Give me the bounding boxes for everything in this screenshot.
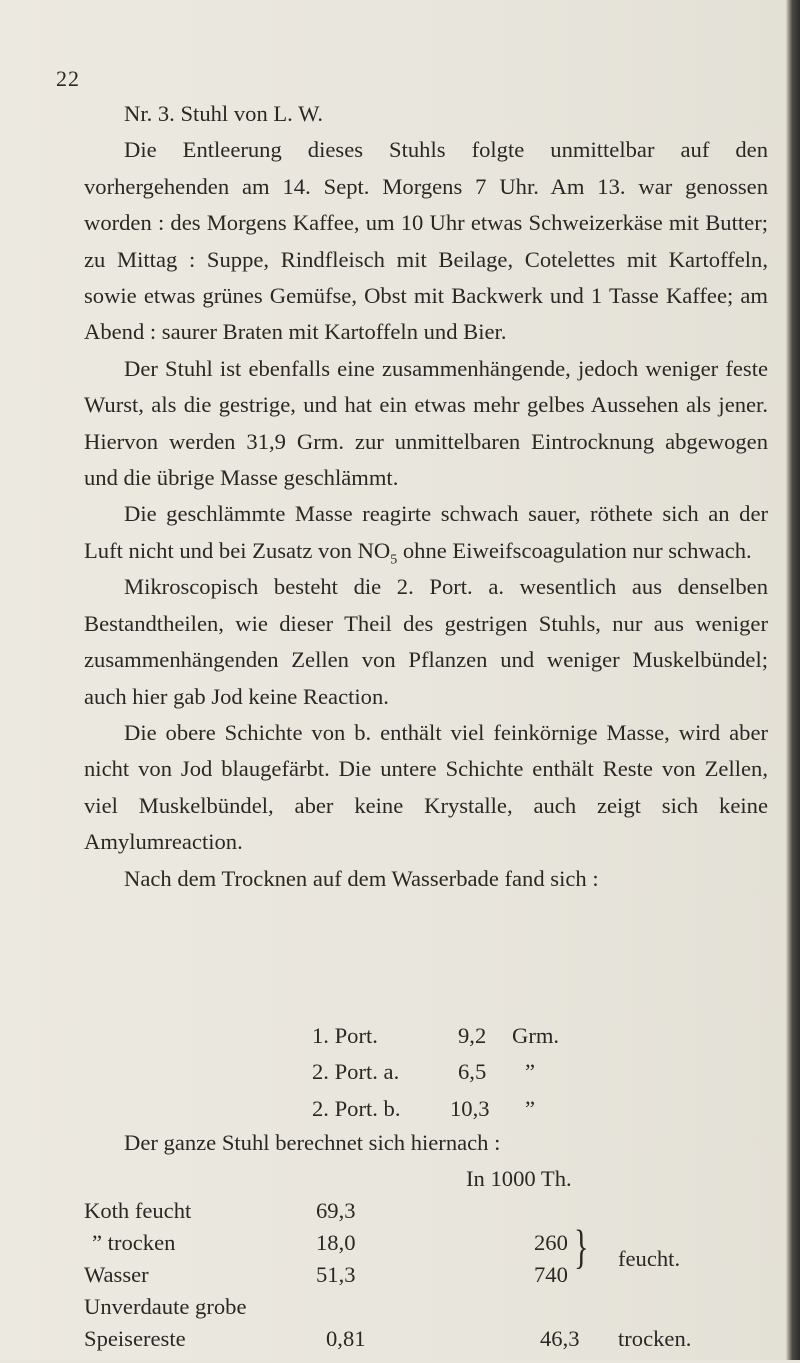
portion-row: [84, 1054, 768, 1090]
portion-unit: Grm.: [512, 1023, 560, 1048]
paragraph-text: Die geschlämmte Masse reagirte schwach sauer, röthete sich an der Luft nicht und bei Zusatz von NO: [84, 501, 768, 563]
row-per1000: 260: [534, 1230, 568, 1255]
row-label: Unverdaute grobe: [84, 1294, 247, 1319]
subscript: 5: [390, 552, 398, 568]
row-value: 69,3: [316, 1198, 356, 1223]
row-label: Speisereste: [84, 1326, 186, 1351]
row-label: Wasser: [84, 1262, 149, 1287]
row-per1000: 46,3: [540, 1326, 580, 1351]
portion-row: [84, 1018, 768, 1054]
composition-table: [84, 1163, 774, 1363]
brace-symbol: }: [574, 1220, 589, 1274]
portion-row: [84, 1091, 768, 1127]
portion-label: 2. Port. b.: [312, 1095, 401, 1121]
portion-list: [84, 1018, 768, 1127]
row-value: 0,81: [326, 1326, 366, 1351]
paragraph: Nach dem Trocknen auf dem Wasserbade fand sich :: [124, 865, 599, 891]
row-per1000: 740: [534, 1262, 568, 1287]
trocken-note: trocken.: [618, 1326, 692, 1351]
per-1000-header: In 1000 Th.: [466, 1166, 572, 1191]
paragraph: [84, 496, 768, 569]
paragraph: Mikroscopisch besteht die 2. Port. a. wesentlich aus denselben Bestandtheilen, wie dieser Theil des gestrigen Stuhls, nur aus weniger zusammenhängenden Zellen von Pflanzen und weniger Muskelbündel; auch hier gab Jod keine Reaction.: [84, 574, 768, 709]
paragraph: Die obere Schichte von b. enthält viel feinkörnige Masse, wird aber nicht von Jod blaugefärbt. Die untere Schichte enthält Reste von Zellen, viel Muskelbündel, aber keine Krystalle, auch zeigt sich keine Amylumreaction.: [84, 719, 768, 855]
page-edge-shadow: [786, 0, 800, 1360]
calculation-line: Der ganze Stuhl berechnet sich hiernach :: [124, 1130, 501, 1155]
row-label: ” trocken: [92, 1230, 176, 1255]
row-value: 18,0: [316, 1230, 356, 1255]
portion-value: 10,3: [450, 1095, 490, 1121]
feucht-note: feucht.: [618, 1246, 681, 1271]
portion-unit: ”: [525, 1095, 536, 1121]
row-label: Koth feucht: [84, 1198, 192, 1223]
portion-label: 2. Port. a.: [312, 1059, 400, 1085]
portion-unit: ”: [525, 1059, 536, 1085]
paragraph: Der Stuhl ist ebenfalls eine zusammenhängende, jedoch weniger feste Wurst, als die gestrige, und hat ein etwas mehr gelbes Aussehen als jener. Hiervon werden 31,9 Grm. zur unmittelbaren Eintrocknung abgewogen und die übrige Masse geschlämmt.: [84, 355, 768, 491]
section-heading: Nr. 3. Stuhl von L. W.: [124, 101, 323, 126]
portion-value: 9,2: [458, 1023, 487, 1048]
portion-value: 6,5: [458, 1059, 487, 1085]
portion-label: 1. Port.: [312, 1023, 378, 1048]
row-value: 51,3: [316, 1262, 356, 1287]
page-number: 22: [56, 66, 80, 91]
paragraph-text: ohne Eiweifscoagulation nur schwach.: [397, 537, 752, 563]
body-text: [84, 96, 768, 897]
paragraph: Die Entleerung dieses Stuhls folgte unmittelbar auf den vorhergehenden am 14. Sept. Morgens 7 Uhr. Am 13. war genossen worden : des Morgens Kaffee, um 10 Uhr etwas Schweizerkäse mit Butter; zu Mittag : Suppe, Rindfleisch mit Beilage, Cotelettes mit Kartoffeln, sowie etwas grünes Gemüfse, Obst mit Backwerk und 1 Tasse Kaffee; am Abend : saurer Braten mit Kartoffeln und Bier.: [84, 137, 768, 345]
